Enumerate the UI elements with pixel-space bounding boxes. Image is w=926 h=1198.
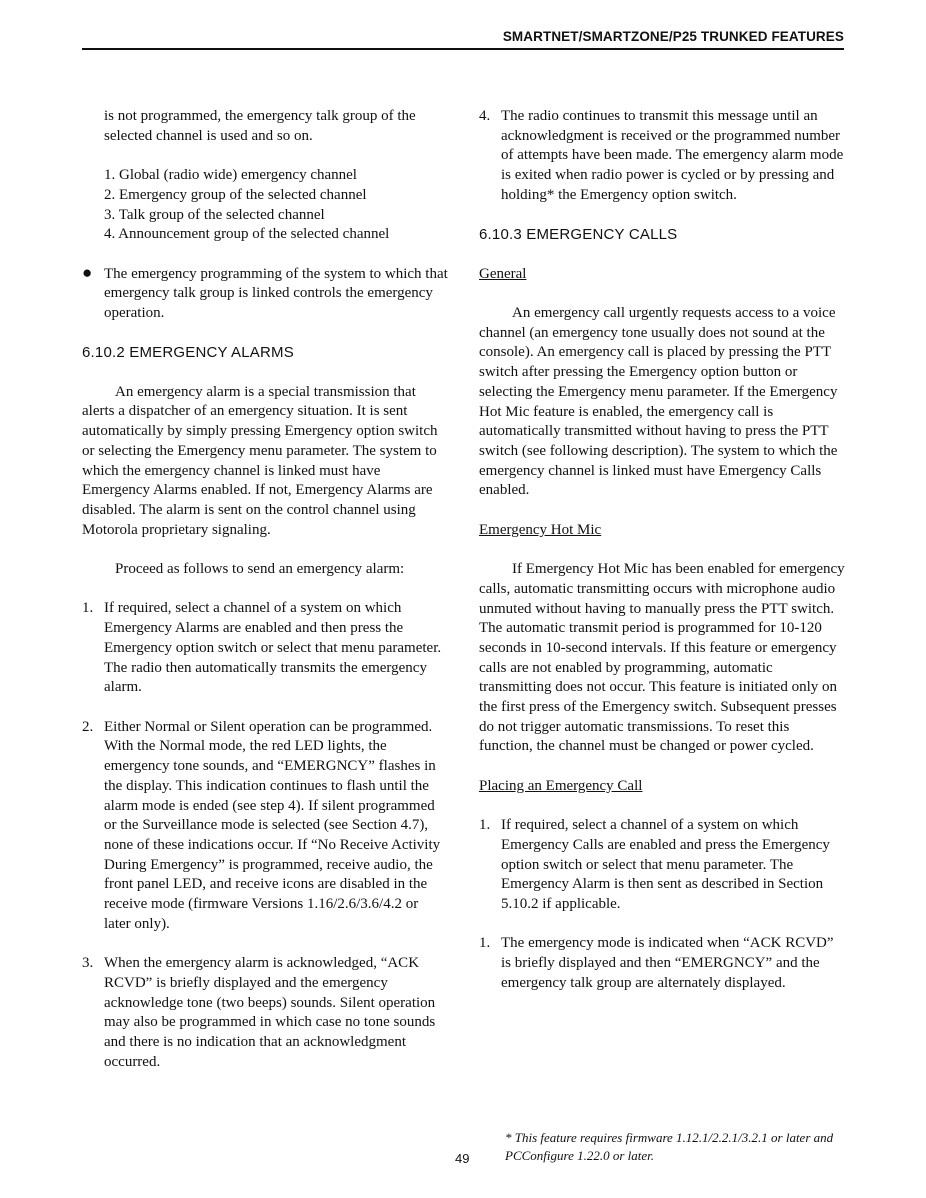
step-text: If required, select a channel of a system on which Emergency Alarms are enabled and then press the Emergency option switch or select that menu parameter. The radio then automatically transmits the emergency alarm.: [104, 600, 442, 696]
general-paragraph: An emergency call urgently requests access to a voice channel (an emergency tone usually does not sound at the console). An emergency call is placed by pressing the PTT switch after pressing the Emergency option button or selecting the Emergency menu parameter. If the Emergency Hot Mic feature is enabled, the emergency call is automatically transmitted without having to press the PTT switch (see following description). The system to which the emergency channel is linked must have Emergency Calls enabled.: [479, 304, 838, 499]
step-number: 1.: [479, 935, 491, 952]
list-item: 1. Global (radio wide) emergency channel: [104, 167, 357, 184]
list-item: 3. Talk group of the selected channel: [104, 206, 325, 223]
step-item: [82, 718, 448, 935]
step-item: [479, 816, 845, 915]
hot-mic-paragraph: If Emergency Hot Mic has been enabled for emergency calls, automatic transmitting occurs with microphone audio unmuted without having to manually press the PTT switch. The automatic transmit period is programmed for 10-120 seconds in 10-second intervals. If this feature or emergency calls are not enabled by programming, automatic transmitting does not occur. This feature is initiated only on the first press of the Emergency switch. Subsequent presses do not trigger automatic transmissions. To reset this function, the channel must be changed or power cycled.: [479, 561, 845, 755]
header-rule: [82, 48, 844, 50]
step-text: If required, select a channel of a system on which Emergency Calls are enabled and press the Emergency option switch or select that menu parameter. The Emergency Alarm is then sent as described in Section 5.10.2 if applicable.: [501, 817, 830, 913]
step-text: The emergency mode is indicated when “ACK RCVD” is briefly displayed and then “EMERGNCY” and the emergency talk group are alternately displayed.: [501, 935, 834, 991]
section-heading-calls: 6.10.3 EMERGENCY CALLS: [479, 226, 678, 244]
right-column: [479, 107, 845, 1013]
step-item: [479, 934, 845, 993]
alarm-paragraph: An emergency alarm is a special transmission that alerts a dispatcher of an emergency situation. It is sent automatically by simply pressing Emergency option switch or selecting the Emergency menu parameter. The system to which the emergency channel is linked must have Emergency Alarms enabled. If not, Emergency Alarms are disabled. The alarm is sent on the control channel using Motorola proprietary signaling.: [82, 383, 438, 538]
list-item: 2. Emergency group of the selected channel: [104, 186, 367, 203]
subheading-general: General: [479, 265, 527, 282]
footnote: * This feature requires firmware 1.12.1/2.2.1/3.2.1 or later and PCConfigure 1.22.0 or later.: [505, 1130, 834, 1163]
priority-list: [82, 166, 448, 245]
step-number: 1.: [82, 600, 94, 617]
running-header: SMARTNET/SMARTZONE/P25 TRUNKED FEATURES: [502, 29, 844, 44]
list-item: 4. Announcement group of the selected channel: [104, 226, 390, 243]
step-text: When the emergency alarm is acknowledged, “ACK RCVD” is briefly displayed and the emergency acknowledge tone (two beeps) sounds. Silent operation may also be programmed in which case no tone sounds and there is no indication that an acknowledgment occurred.: [104, 955, 436, 1070]
step-item: [479, 107, 845, 206]
intro-paragraph: is not programmed, the emergency talk group of the selected channel is used and so on.: [104, 108, 416, 144]
step-number: 4.: [479, 108, 491, 124]
step-item: [82, 599, 448, 698]
page-number: 49: [455, 1151, 470, 1166]
bullet-text: The emergency programming of the system to which that emergency talk group is linked controls the emergency operation.: [104, 265, 448, 321]
bullet-item: [82, 262, 448, 324]
section-heading-alarms: 6.10.2 EMERGENCY ALARMS: [82, 344, 294, 362]
step-number: 1.: [479, 817, 491, 834]
bullet-icon: ●: [82, 262, 93, 282]
step-number: 3.: [82, 955, 94, 972]
step-number: 2.: [82, 718, 94, 735]
proceed-paragraph: Proceed as follows to send an emergency alarm:: [115, 561, 405, 578]
left-column: [82, 107, 448, 1092]
subheading-hot-mic: Emergency Hot Mic: [479, 521, 602, 538]
subheading-placing-call: Placing an Emergency Call: [479, 777, 643, 794]
step-text: The radio continues to transmit this message until an acknowledgment is received or the programmed number of attempts have been made. The emergency alarm mode is exited when radio power is cycled or by pressing and holding* the Emergency option switch.: [501, 108, 844, 203]
step-text: Either Normal or Silent operation can be programmed. With the Normal mode, the red LED lights, the emergency tone sounds, and “EMERGNCY” flashes in the display. This indication continues to flash until the alarm mode is ended (see step 4). If silent programmed or the Surveillance mode is selected (see Section 4.7), none of these indications occur. If “No Receive Activity During Emergency” is programmed, receive audio, the front panel LED, and receive icons are disabled in the receive mode (firmware Versions 1.16/2.6/3.6/4.2 or later only).: [104, 718, 441, 932]
step-item: [82, 954, 448, 1072]
